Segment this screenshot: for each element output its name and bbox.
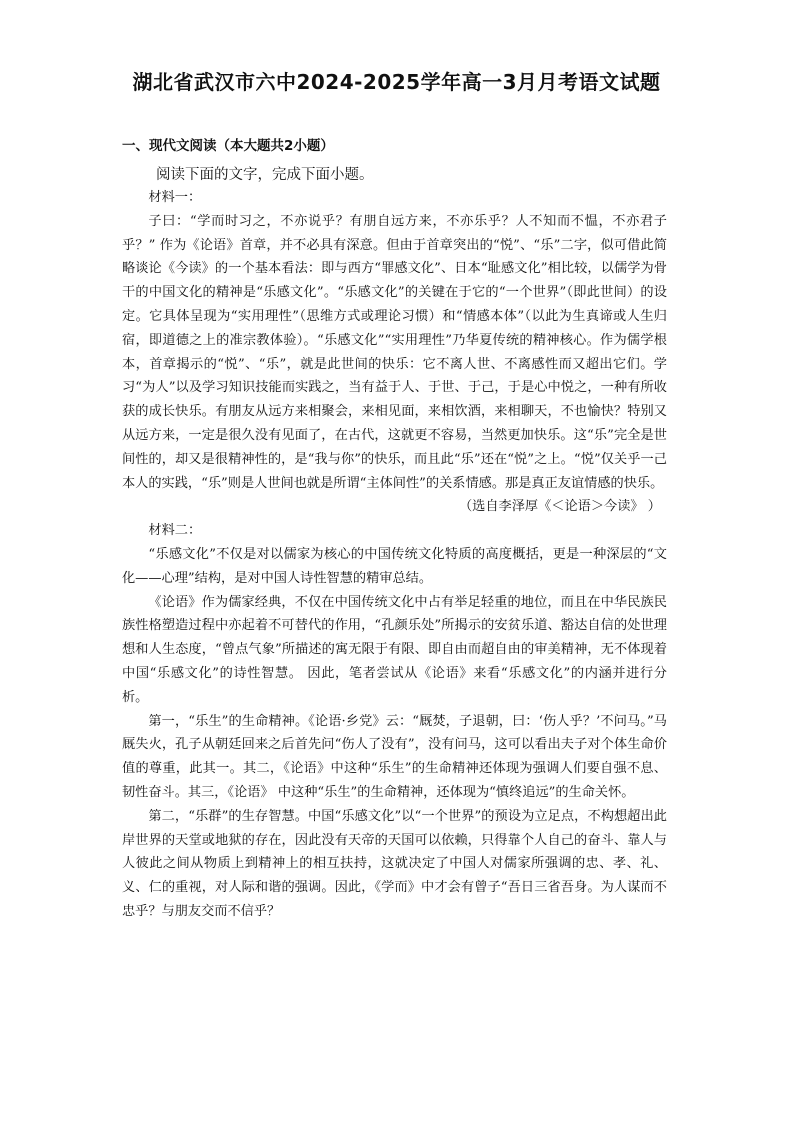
material-1-paragraph: 子曰：“学而时习之，不亦说乎？有朋自远方来，不亦乐乎？人不知而不愠，不亦君子乎？” 作为《论语》首章，并不必具有深意。但由于首章突出的“悦”、“乐”二字，似可借此简略谈论《今读》的一个基本看法：即与西方“罪感文化”、日本“耻感文化”相比较，以儒学为骨干的中国文化的精神是“乐感文化”。“乐感文化”的关键在于它的“一个世界”（即此世间）的设定。它具体呈现为“实用理性”（思维方式或理论习惯）和“情感本体”（以此为生真谛或人生归宿，即道德之上的准宗教体验）。“乐感文化”“实用理性”乃华夏传统的精神核心。作为儒学根本，首章揭示的“悦”、“乐”，就是此世间的快乐：它不离人世、不离感性而又超出它们。学习“为人”以及学习知识技能而实践之，当有益于人、于世、于己，于是心中悦之，一种有所收获的成长快乐。有朋友从远方来相聚会，来相见面，来相饮酒，来相聊天，不也愉快？特别又从远方来，一定是很久没有见面了，在古代，这就更不容易，当然更加快乐。这“乐”完全是世间性的，却又是很精神性的，是“我与你”的快乐，而且此“乐”还在“悦”之上。“悦”仅关乎一己本人的实践，“乐”则是人世间也就是所谓“主体间性”的关系情感。那是真正友谊情感的快乐。	[122, 213, 667, 491]
material-2-paragraph: 第一，“乐生”的生命精神。《论语·乡党》云：“厩焚，子退朝，曰：‘伤人乎？’不问马。”马厩失火，孔子从朝廷回来之后首先问“伤人了没有”，没有问马，这可以看出夫子对个体生命价值的尊重，此其一。其二，《论语》中这种“乐生”的生命精神还体现为强调人们要自强不息、韧性奋斗。其三，《论语》 中这种“乐生”的生命精神，还体现为“慎终追远”的生命关怀。	[122, 713, 667, 800]
reading-passage	[122, 186, 667, 924]
material-2-label: 材料二：	[148, 523, 202, 539]
material-2-paragraph: 第二，“乐群”的生存智慧。中国“乐感文化”以“一个世界”的预设为立足点，不构想超出此岸世界的天堂或地狱的存在，因此没有天帝的天国可以依赖，只得靠个人自己的奋斗、靠人与人彼此之间从物质上到精神上的相互扶持，这就决定了中国人对儒家所强调的忠、孝、礼、义、仁的重视，对人际和谐的强调。因此，《学而》中才会有曾子“吾日三省吾身。为人谋而不忠乎？与朋友交而不信乎？	[122, 808, 667, 919]
document-title: 湖北省武汉市六中2024-2025学年高一3月月考语文试题	[132, 70, 661, 94]
material-2-paragraph: 《论语》作为儒家经典，不仅在中国传统文化中占有举足轻重的地位，而且在中华民族民族性格塑造过程中亦起着不可替代的作用，“孔颜乐处”所揭示的安贫乐道、豁达自信的处世理想和人生态度，“曾点气象”所描述的寓无限于有限、即自由而超自由的审美精神，无不体现着中国“乐感文化”的诗性智慧。 因此，笔者尝试从《论语》来看“乐感文化”的内涵并进行分析。	[122, 594, 667, 705]
reading-instruction: 阅读下面的文字，完成下面小题。	[156, 167, 374, 183]
material-1-label: 材料一：	[148, 190, 202, 205]
material-1-citation: （选自李泽厚《＜论语＞今读》 ）	[458, 499, 661, 515]
section-heading: 一、现代文阅读（本大题共2小题）	[122, 138, 334, 154]
material-2-paragraph: “乐感文化”不仅是对以儒家为核心的中国传统文化特质的高度概括，更是一种深层的“文化——心理”结构，是对中国人诗性智慧的精审总结。	[122, 546, 667, 586]
